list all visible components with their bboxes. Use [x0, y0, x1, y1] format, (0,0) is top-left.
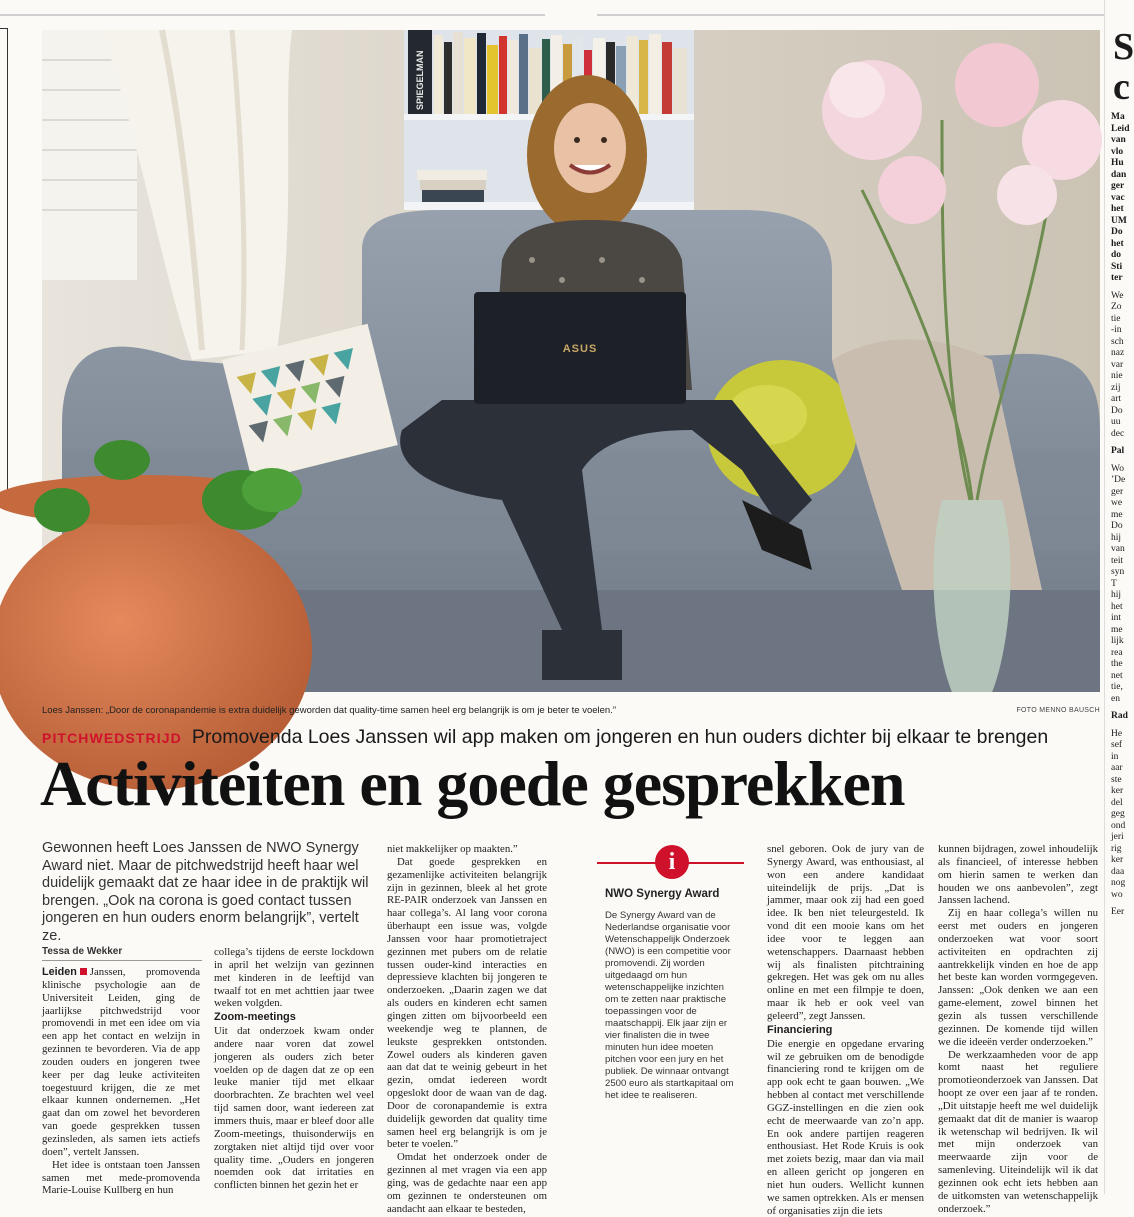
adjacent-text-line: ter [1111, 273, 1123, 283]
paragraph: niet makkelijker op maakten.” [387, 843, 518, 855]
dateline: Leiden [42, 966, 77, 978]
intro-text: Gewonnen heeft Loes Janssen de NWO Synergy Award niet. Maar de pitchwedstrijd heeft haar wel duidelijk gemaakt dat ze haar idee in de praktijk wil brengen. „Ook na corona is goed contact tussen jongeren en hun ouders enorm belangrijk”, vertelt ze. [42, 840, 369, 944]
adjacent-text-line: teit [1111, 555, 1124, 566]
paragraph-text: Janssen, promovenda klinische psychologie aan de Universiteit Leiden, ging de jaarlijkse pitchwedstrijd voor promovendi in met een idee om via een app het contact en welzijn in gezinnen te bevorderen. Via de app zouden ouders en jongeren twee keer per dag leuke activiteiten toegestuurd krijgen, die ze met elkaar kunnen ondernemen. „Het gaat dan om zowel het bevorderen van goede gesprekken tussen gezinsleden, als samen iets actiefs doen”, vertelt Janssen. [42, 966, 200, 1158]
adjacent-text-line: ker [1111, 855, 1124, 865]
headline: Activiteiten en goede gesprekken [40, 748, 905, 819]
adjacent-text-line: ’De [1111, 475, 1126, 485]
paragraph [42, 966, 200, 1159]
adjacent-text-line: daa [1111, 866, 1125, 877]
adjacent-text-line: Pal [1111, 446, 1125, 456]
article-column-5 [767, 843, 924, 1217]
adjacent-text-line: He [1111, 728, 1123, 739]
photo-caption: Loes Janssen: „Door de coronapandemie is extra duidelijk geworden dat quality-time samen heel erg belangrijk is om je beter te voelen.” [42, 705, 617, 716]
adjacent-text-line: Ma [1111, 112, 1125, 122]
adjacent-text-line: van [1111, 135, 1126, 145]
article-column-3 [387, 843, 547, 1215]
paragraph: Dat goede gesprekken en gezamenlijke activiteiten belangrijk zijn in gezinnen, bleek al het grote RE-PAIR onderzoek van Janssen en haar collega’s. Al lang voor corona überhaupt een issue was, volgde Janssen voor haar promotietraject gezinnen met pubers om de relatie tussen ouder-kind interacties en depressieve klachten bij jongeren te onderzoeken. „Daarin zagen we dat als ouders en kinderen echt samen gingen zitten om bijvoorbeeld een weekendje weg te plannen, de leukste gesprekken ontstonden. Zowel ouders als kinderen gaven aan dat dat te weinig gebeurt in het gezin, omdat iedereen wordt opgeslokt door de waan van de dag. Door de coronapandemie is extra duidelijk geworden dat quality time samen heel erg belangrijk is om je beter te voelen.” [387, 855, 547, 1151]
laptop-logo: ASUS [562, 343, 598, 355]
adjacent-text-line: het [1111, 204, 1124, 214]
subheadline: Promovenda Loes Janssen wil app maken om jongeren en hun ouders dichter bij elkaar te brengen [191, 726, 1049, 748]
adjacent-text-line: Wo [1111, 463, 1124, 474]
adjacent-text-line: wo [1111, 889, 1123, 900]
adjacent-text-line: en [1111, 693, 1120, 704]
adjacent-text-line: ker [1111, 786, 1124, 796]
adjacent-text-line: hij [1111, 590, 1122, 600]
adjacent-text-line: vac [1111, 192, 1125, 203]
paragraph: collega’s tijdens de eerste lockdown in april het welzijn van gezinnen met kinderen in de leeftijd van twaalf tot en met achttien jaar twee weken volgden. [214, 946, 374, 1010]
adjacent-text-line: del [1111, 797, 1123, 808]
adjacent-text-line: me [1111, 624, 1123, 635]
adjacent-text-line: vlo [1111, 146, 1124, 157]
adjacent-text-line: int [1111, 613, 1122, 623]
adjacent-text-line: lijk [1111, 636, 1124, 646]
section-heading: Financiering [767, 1023, 833, 1036]
info-icon: i [655, 845, 689, 879]
adjacent-text-line: naz [1111, 348, 1125, 358]
paragraph: Uit dat onderzoek kwam onder andere naar voren dat zowel jongeren als ouders zich beter voelden op de dagen dat ze op een leuke manier tijd met elkaar doorbrachten. Ze brachten wel veel tijd samen door, want iedereen zat immers thuis, maar er bleef door alle Zoom-meetings, thuisonderwijs en zorgtaken niet altijd tijd over voor quality time. „Ouders en jongeren noemden ook dat irritaties en conflicten binnen het gezin het er [214, 1025, 374, 1192]
adjacent-text-line: me [1111, 509, 1123, 520]
adjacent-text-line: Do [1111, 405, 1123, 416]
photo-credit: FOTO MENNO BAUSCH [1016, 707, 1100, 714]
adjacent-text-line: We [1111, 290, 1124, 301]
article-photo [42, 30, 1100, 692]
article-column-2 [214, 946, 374, 1192]
adjacent-text-line: rea [1111, 647, 1123, 658]
adjacent-text-line: art [1111, 394, 1122, 404]
adjacent-text-line: ste [1111, 774, 1122, 785]
adjacent-text-line: jeri [1111, 832, 1124, 842]
adjacent-text-line: het [1111, 601, 1123, 612]
article-column-6 [938, 843, 1098, 1215]
adjacent-text-line: do [1111, 250, 1122, 260]
adjacent-text-line: nog [1111, 878, 1126, 888]
adjacent-headline-fragment: S [1113, 26, 1134, 68]
adjacent-text-line: nie [1111, 371, 1123, 381]
adjacent-article-edge [1104, 0, 1134, 1194]
adjacent-text-line: ond [1111, 820, 1126, 831]
adjacent-text-line: -in [1111, 325, 1122, 335]
adjacent-text-line: Eer [1111, 907, 1125, 917]
adjacent-text-line: syn [1111, 567, 1125, 577]
adjacent-text-line: het [1111, 238, 1124, 249]
adjacent-text-line: T [1111, 578, 1117, 589]
adjacent-text-line: dec [1111, 428, 1125, 439]
adjacent-text-line: ger [1111, 486, 1124, 497]
red-square-icon [80, 968, 87, 975]
adjacent-text-line: van [1111, 544, 1125, 554]
book-spine-text: SPIEGELMAN [415, 50, 425, 110]
paragraph: Zij en haar collega’s willen nu eerst met ouders en jongeren onderzoeken wat voor soort activiteiten en opdrachten zij aantrekkelijk vinden en hoe de app het beste kan worden vormgegeven. Janssen: „Ook denken we aan een game-element, zowel binnen het gezin als tussen verschillende gezinnen. De komende tijd willen we die ideeën verder onderzoeken.” [938, 907, 1098, 1048]
section-heading: Zoom-meetings [214, 1011, 296, 1024]
adjacent-text-line: uu [1111, 417, 1121, 427]
info-body: De Synergy Award van de Nederlandse organisatie voor Wetenschappelijk Onderzoek (NWO) is een competitie voor promovendi. Zij worden uitgedaagd om hun wetenschappelijke inzichten om te zetten naar praktische toepassingen voor de maatschappij. Elk jaar zijn er vier finalisten die in twee minuten hun idee moeten pitchen voor een jury en het publiek. De winnaar ontvangt 2500 euro als startkapitaal om het idee te realiseren. [605, 910, 734, 1101]
adjacent-text-line: net [1111, 670, 1123, 681]
adjacent-text-line: hij [1111, 532, 1122, 543]
paragraph: Omdat het onderzoek onder de gezinnen al met vragen via een app ging, was de gedachte naar een app om gezinnen te ondersteunen om aandacht aan elkaar te besteden, [387, 1151, 547, 1215]
paragraph: De werkzaamheden voor de app komt naast het reguliere promotieonderzoek van Janssen. Dat hoopt ze over een jaar af te ronden. „Dit uitstapje heeft me wel duidelijk gemaakt dat dit de manier is waarop ik wetenschap wil bedrijven. Ik wil met mijn onderzoek van meerwaarde zijn voor de samenleving. Uiteindelijk wil ik dat gezinnen ook echt iets hebben aan de uitkomsten van wetenschappelijk onderzoek.” [938, 1048, 1098, 1215]
info-title: NWO Synergy Award [605, 888, 720, 900]
adjacent-text-line: Do [1111, 521, 1123, 531]
byline-rule [42, 960, 202, 961]
vase [933, 500, 1010, 692]
article-column-1 [42, 966, 200, 1197]
face [554, 103, 626, 193]
adjacent-text-line: UM [1111, 215, 1127, 226]
adjacent-text-line: Sti [1111, 261, 1123, 272]
adjacent-text-line: Leid [1111, 123, 1130, 134]
adjacent-text-line: geg [1111, 809, 1125, 819]
adjacent-text-line: aar [1111, 763, 1123, 773]
adjacent-text-line: we [1111, 498, 1123, 508]
adjacent-headline-fragment: c [1113, 66, 1130, 108]
kicker-row [42, 726, 1100, 749]
adjacent-text-line: Hu [1111, 158, 1124, 168]
adjacent-page-frame [0, 28, 8, 498]
adjacent-text-line: Do [1111, 227, 1123, 237]
adjacent-text-line: sef [1111, 740, 1123, 750]
adjacent-text-line: Rad [1111, 711, 1128, 721]
adjacent-text-line: zij [1111, 382, 1121, 393]
adjacent-text-line: dan [1111, 169, 1127, 180]
adjacent-text-line: tie, [1111, 682, 1123, 692]
adjacent-text-line: var [1111, 359, 1124, 370]
paragraph: kunnen bijdragen, zowel inhoudelijk als financieel, of interesse hebben om hierin samen te werken dan houden we ons aanbevolen”, zegt Janssen lachend. [938, 843, 1098, 907]
adjacent-text-line: rig [1111, 843, 1122, 854]
byline: Tessa de Wekker [42, 946, 123, 957]
adjacent-text-line: the [1111, 659, 1123, 669]
paragraph: snel geboren. Ook de jury van de Synergy Award, was enthousiast, al won een andere kandidaat uiteindelijk de prijs. „Dat is jammer, maar ook zij had een goed idee. Ik ben niet teleurgesteld. Ik vond dit een mooie kans om het idee voor te leggen aan wetenschappers. Daarnaast hebben wij als finalisten pitchtraining gekregen. Het was gek om nu alles online en met een filmpje te doen, maar ik heb er ook veel van geleerd”, zegt Janssen. [767, 843, 924, 1022]
kicker: PITCHWEDSTRIJD [42, 730, 182, 746]
adjacent-text-line: in [1111, 751, 1119, 762]
paragraph: Het idee is ontstaan toen Janssen samen met mede-promovenda Marie-Louise Kullberg en hun [42, 1158, 200, 1197]
adjacent-text-line: Zo [1111, 302, 1122, 312]
top-rule-left [0, 14, 545, 16]
adjacent-text-line: ger [1111, 181, 1125, 191]
adjacent-text-line: tie [1111, 313, 1121, 324]
adjacent-text-line: sch [1111, 336, 1124, 347]
paragraph: Die energie en opgedane ervaring wil ze gebruiken om de benodigde financiering rond te krijgen om de app ook echt te gaan bouwen. „We hebben al contact met verschillende GGZ-instellingen en die zien ook echt de meerwaarde van zo’n app. En ook andere partijen reageren enthousiast. Het Rode Kruis is ook met zoiets bezig, maar dan via mail en alleen gericht op jongeren en niet hun ouders. Wellicht kunnen we samen optrekken. Als er mensen of organisaties zijn die iets [767, 1037, 924, 1217]
top-rule-right [597, 14, 1105, 16]
